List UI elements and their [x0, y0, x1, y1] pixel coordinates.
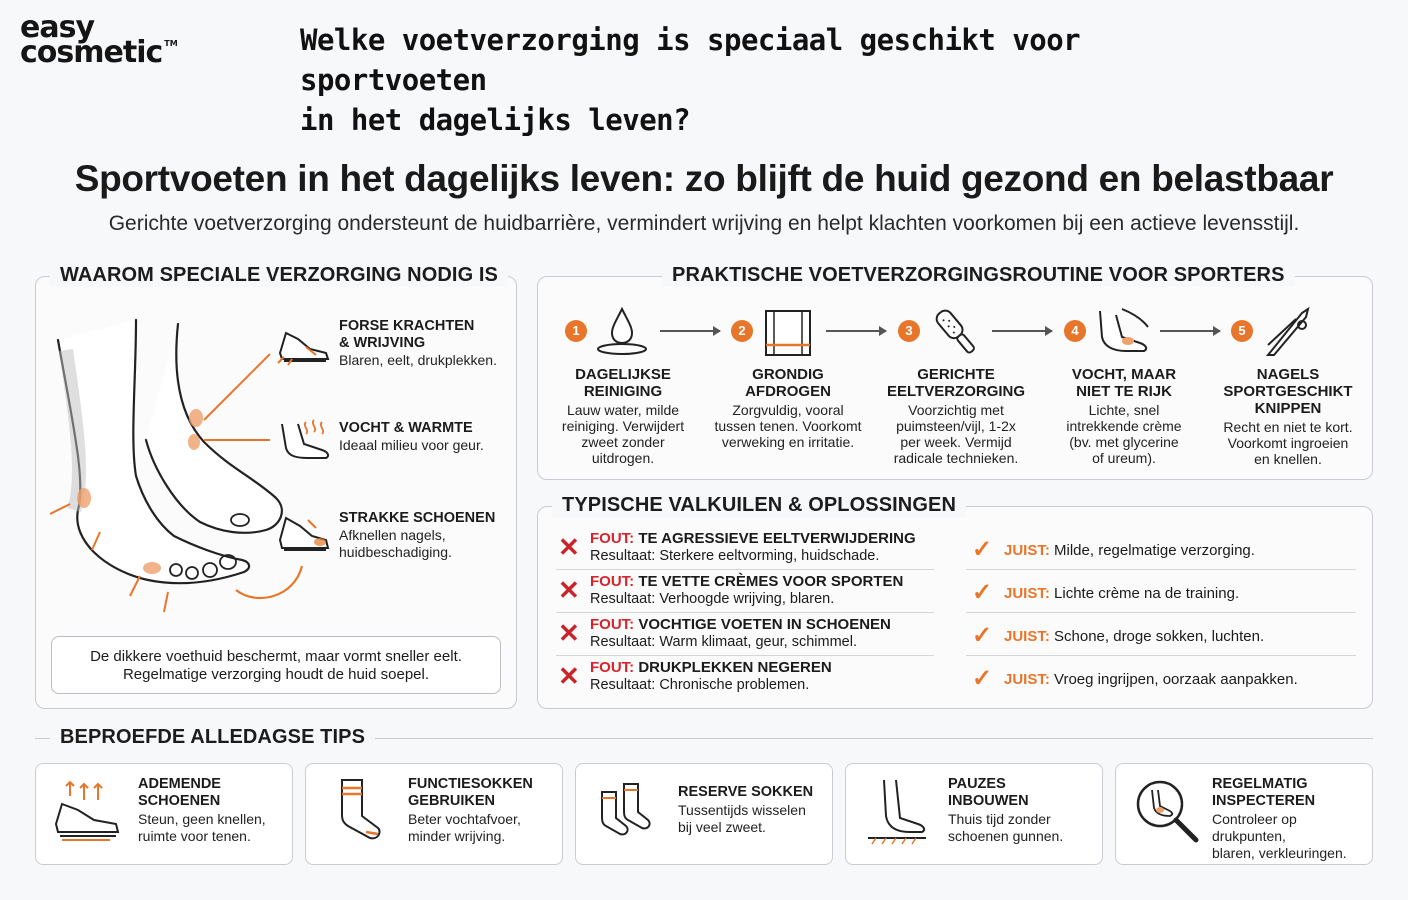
- why-item-tight-shoes: [339, 510, 495, 561]
- cream-hand-icon: [1094, 305, 1152, 359]
- fout-result: Resultaat: Sterkere eeltvorming, huidschade.: [590, 548, 880, 564]
- logo-line2: cosmetic: [20, 34, 163, 70]
- juist-text: Milde, regelmatige verzorging.: [1054, 542, 1255, 559]
- routine-panel-title: PRAKTISCHE VOETVERZORGINGSROUTINE VOOR SPORTERS: [662, 264, 1295, 287]
- tip-card-inspect: [1115, 763, 1373, 865]
- tip-card-shoes: [35, 763, 293, 865]
- tip-text: Controleer op drukpunten, blaren, verkleuringen.: [1212, 811, 1347, 861]
- step-heading: GERICHTE EELTVERZORGING: [886, 366, 1026, 400]
- row-divider: [556, 655, 934, 656]
- juist-label: JUIST:: [1004, 628, 1050, 645]
- juist-text: Vroeg ingrijpen, oorzaak aanpakken.: [1054, 671, 1298, 688]
- step-arrow: [1160, 330, 1220, 332]
- tip-heading: ADEMENDE SCHOENEN: [138, 776, 221, 809]
- step-text: Lichte, snel intrekkende crème (bv. met glycerine of ureum).: [1066, 402, 1182, 466]
- logo-line1: easy: [20, 10, 95, 45]
- nail-clipper-icon: [1262, 305, 1314, 359]
- fout-text: TE AGRESSIEVE EELTVERWIJDERING: [638, 530, 916, 547]
- pitfall-row: [558, 616, 934, 659]
- step-heading: DAGELIJKSE REINIGING: [575, 366, 671, 400]
- routine-step-5: [1210, 366, 1366, 467]
- tip-card-breaks: [845, 763, 1103, 865]
- tip-heading: FUNCTIESOKKEN GEBRUIKEN: [408, 776, 533, 809]
- magnifier-foot-icon: [1130, 776, 1204, 846]
- tip-heading: RESERVE SOKKEN: [678, 784, 814, 800]
- fout-text: DRUKPLEKKEN NEGEREN: [638, 659, 832, 676]
- why-panel-title: WAAROM SPECIALE VERZORGING NODIG IS: [50, 264, 508, 287]
- step-heading: NAGELS SPORTGESCHIKT KNIPPEN: [1223, 366, 1353, 417]
- fout-label: FOUT:: [590, 616, 635, 633]
- question-heading: Welke voetverzorging is speciaal geschikt voor sportvoeten in het dagelijks leven?: [300, 23, 1081, 137]
- why-item-heading: STRAKKE SCHOENEN: [339, 510, 496, 526]
- why-item-moisture: [339, 420, 484, 454]
- step-text: Voorzichtig met puimsteen/vijl, 1-2x per week. Vermijd radicale technieken.: [893, 402, 1019, 466]
- fout-label: FOUT:: [590, 659, 635, 676]
- spare-socks-icon: [590, 776, 664, 846]
- fout-text: TE VETTE CRÈMES VOOR SPORTEN: [638, 573, 904, 590]
- bare-foot-icon: [860, 776, 934, 846]
- routine-step-1: [548, 366, 698, 466]
- juist-label: JUIST:: [1004, 542, 1050, 559]
- row-divider: [966, 569, 1356, 570]
- juist-text: Schone, droge sokken, luchten.: [1054, 628, 1265, 645]
- logo-trademark: TM: [164, 38, 178, 48]
- page-subtitle: Gerichte voetverzorging ondersteunt de huidbarrière, vermindert wrijving en helpt klachten voorkomen bij een actieve levensstijl.: [108, 212, 1300, 235]
- cross-icon: ✕: [558, 618, 580, 648]
- check-icon: ✓: [972, 579, 993, 606]
- why-item-text: Afknellen nagels, huidbeschadiging.: [339, 527, 452, 560]
- cross-icon: ✕: [558, 532, 580, 562]
- cross-icon: ✕: [558, 575, 580, 605]
- step-text: Lauw water, milde reiniging. Verwijdert zweet zonder uitdrogen.: [561, 402, 685, 466]
- pitfall-row: [558, 573, 934, 616]
- routine-step-4: [1046, 366, 1202, 466]
- check-icon: ✓: [972, 536, 993, 563]
- step-arrow: [992, 330, 1052, 332]
- fout-result: Resultaat: Warm klimaat, geur, schimmel.: [590, 634, 857, 650]
- step-heading: VOCHT, MAAR NIET TE RIJK: [1071, 366, 1177, 400]
- tip-text: Thuis tijd zonder schoenen gunnen.: [948, 811, 1064, 844]
- step-number: 4: [1064, 320, 1086, 342]
- step-heading: GRONDIG AFDROGEN: [745, 366, 831, 400]
- fout-text: VOCHTIGE VOETEN IN SCHOENEN: [638, 616, 891, 633]
- towel-icon: [762, 305, 814, 359]
- check-icon: ✓: [972, 665, 993, 692]
- page-title: Sportvoeten in het dagelijks leven: zo blijft de huid gezond en belastbaar: [74, 158, 1334, 199]
- juist-label: JUIST:: [1004, 671, 1050, 688]
- why-item-heading: FORSE KRACHTEN & WRIJVING: [339, 318, 475, 351]
- check-icon: ✓: [972, 622, 993, 649]
- tip-card-socks: [305, 763, 563, 865]
- solution-row: [972, 667, 1356, 710]
- tip-text: Steun, geen knellen, ruimte voor tenen.: [138, 811, 266, 844]
- sport-sock-icon: [320, 776, 394, 846]
- why-note: De dikkere voethuid beschermt, maar vormt sneller eelt. Regelmatige verzorging houdt de huid soepel.: [51, 636, 501, 694]
- pumice-file-icon: [928, 305, 984, 359]
- step-number: 1: [565, 320, 587, 342]
- step-arrow: [660, 330, 720, 332]
- fout-label: FOUT:: [590, 530, 635, 547]
- juist-label: JUIST:: [1004, 585, 1050, 602]
- row-divider: [556, 612, 934, 613]
- water-drop-icon: [594, 305, 650, 357]
- pitfalls-panel-title: TYPISCHE VALKUILEN & OPLOSSINGEN: [552, 494, 966, 517]
- tip-heading: PAUZES INBOUWEN: [948, 776, 1029, 809]
- pitfall-row: [558, 530, 934, 573]
- solution-row: [972, 538, 1356, 581]
- fout-result: Resultaat: Verhoogde wrijving, blaren.: [590, 591, 835, 607]
- fout-label: FOUT:: [590, 573, 635, 590]
- routine-step-3: [878, 366, 1034, 466]
- step-number: 5: [1231, 320, 1253, 342]
- breathable-shoe-icon: [50, 776, 124, 846]
- tip-card-spare-socks: [575, 763, 833, 865]
- tip-text: Tussentijds wisselen bij veel zweet.: [678, 802, 806, 835]
- row-divider: [966, 655, 1356, 656]
- why-item-forces: [339, 318, 497, 369]
- step-number: 2: [731, 320, 753, 342]
- cross-icon: ✕: [558, 661, 580, 691]
- shoe-impact-icon: [276, 319, 332, 367]
- solution-row: [972, 581, 1356, 624]
- juist-text: Lichte crème na de training.: [1054, 585, 1240, 602]
- tight-shoe-icon: [276, 510, 332, 556]
- brand-logo: [20, 10, 190, 70]
- foot-heat-icon: [276, 418, 332, 464]
- routine-step-2: [708, 366, 868, 450]
- row-divider: [966, 612, 1356, 613]
- step-text: Recht en niet te kort. Voorkomt ingroeien en knellen.: [1223, 419, 1353, 467]
- tip-heading: REGELMATIG INSPECTEREN: [1212, 776, 1316, 809]
- why-item-text: Ideaal milieu voor geur.: [339, 437, 484, 453]
- why-item-text: Blaren, eelt, drukplekken.: [339, 352, 497, 368]
- step-number: 3: [898, 320, 920, 342]
- tip-text: Beter vochtafvoer, minder wrijving.: [408, 811, 521, 844]
- tips-panel-title: BEPROEFDE ALLEDAGSE TIPS: [50, 726, 375, 749]
- why-item-heading: VOCHT & WARMTE: [339, 420, 473, 436]
- pitfall-row: [558, 659, 934, 702]
- step-arrow: [826, 330, 886, 332]
- solution-row: [972, 624, 1356, 667]
- fout-result: Resultaat: Chronische problemen.: [590, 677, 810, 693]
- row-divider: [556, 569, 934, 570]
- step-text: Zorgvuldig, vooral tussen tenen. Voorkomt verweking en irritatie.: [714, 402, 862, 450]
